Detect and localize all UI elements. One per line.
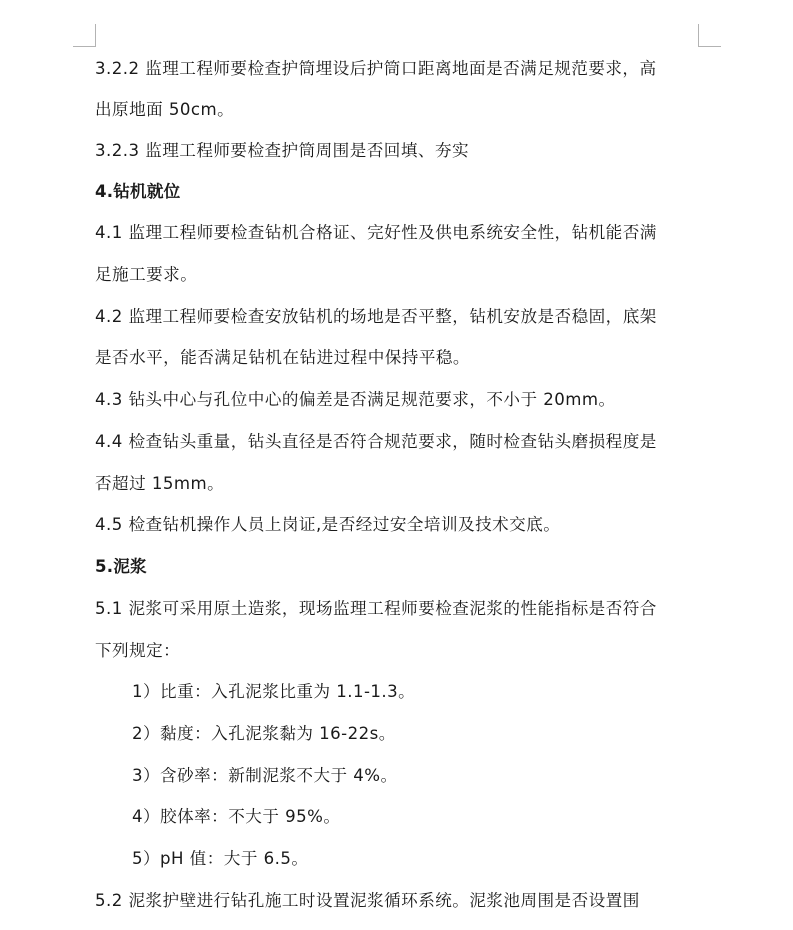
paragraph-5-1-line-2: 下列规定： [95, 641, 181, 660]
paragraph-4-4-line-2: 否超过 15mm。 [95, 474, 225, 493]
paragraph-4-4-line-1: 4.4 检查钻头重量，钻头直径是否符合规范要求，随时检查钻头磨损程度是 [95, 432, 657, 451]
paragraph-3-2-2-line-1: 3.2.2 监理工程师要检查护筒埋设后护筒口距离地面是否满足规范要求，高 [95, 59, 657, 78]
paragraph-4-3: 4.3 钻头中心与孔位中心的偏差是否满足规范要求，不小于 20mm。 [95, 390, 616, 409]
paragraph-4-2-line-2: 是否水平，能否满足钻机在钻进过程中保持平稳。 [95, 348, 470, 367]
list-item-specific-gravity: 1）比重：入孔泥浆比重为 1.1-1.3。 [132, 682, 416, 701]
section-heading-5: 5.泥浆 [95, 557, 147, 576]
list-item-sand-content: 3）含砂率：新制泥浆不大于 4%。 [132, 766, 398, 785]
page-corner-mark-top-left [73, 24, 96, 47]
list-item-colloid-rate: 4）胶体率：不大于 95%。 [132, 807, 341, 826]
page-corner-mark-top-right [698, 24, 721, 47]
paragraph-5-2-line-1: 5.2 泥浆护壁进行钻孔施工时设置泥浆循环系统。泥浆池周围是否设置围 [95, 891, 640, 910]
paragraph-3-2-3: 3.2.3 监理工程师要检查护筒周围是否回填、夯实 [95, 141, 470, 160]
paragraph-4-1-line-1: 4.1 监理工程师要检查钻机合格证、完好性及供电系统安全性，钻机能否满 [95, 223, 657, 242]
section-heading-4: 4.钻机就位 [95, 182, 181, 201]
paragraph-3-2-2-line-2: 出原地面 50cm。 [95, 100, 235, 119]
list-item-viscosity: 2）黏度：入孔泥浆黏为 16-22s。 [132, 724, 396, 743]
paragraph-4-1-line-2: 足施工要求。 [95, 265, 198, 284]
paragraph-5-1-line-1: 5.1 泥浆可采用原土造浆，现场监理工程师要检查泥浆的性能指标是否符合 [95, 599, 657, 618]
paragraph-4-2-line-1: 4.2 监理工程师要检查安放钻机的场地是否平整，钻机安放是否稳固，底架 [95, 307, 657, 326]
paragraph-4-5: 4.5 检查钻机操作人员上岗证,是否经过安全培训及技术交底。 [95, 515, 561, 534]
list-item-ph-value: 5）pH 值：大于 6.5。 [132, 849, 309, 868]
